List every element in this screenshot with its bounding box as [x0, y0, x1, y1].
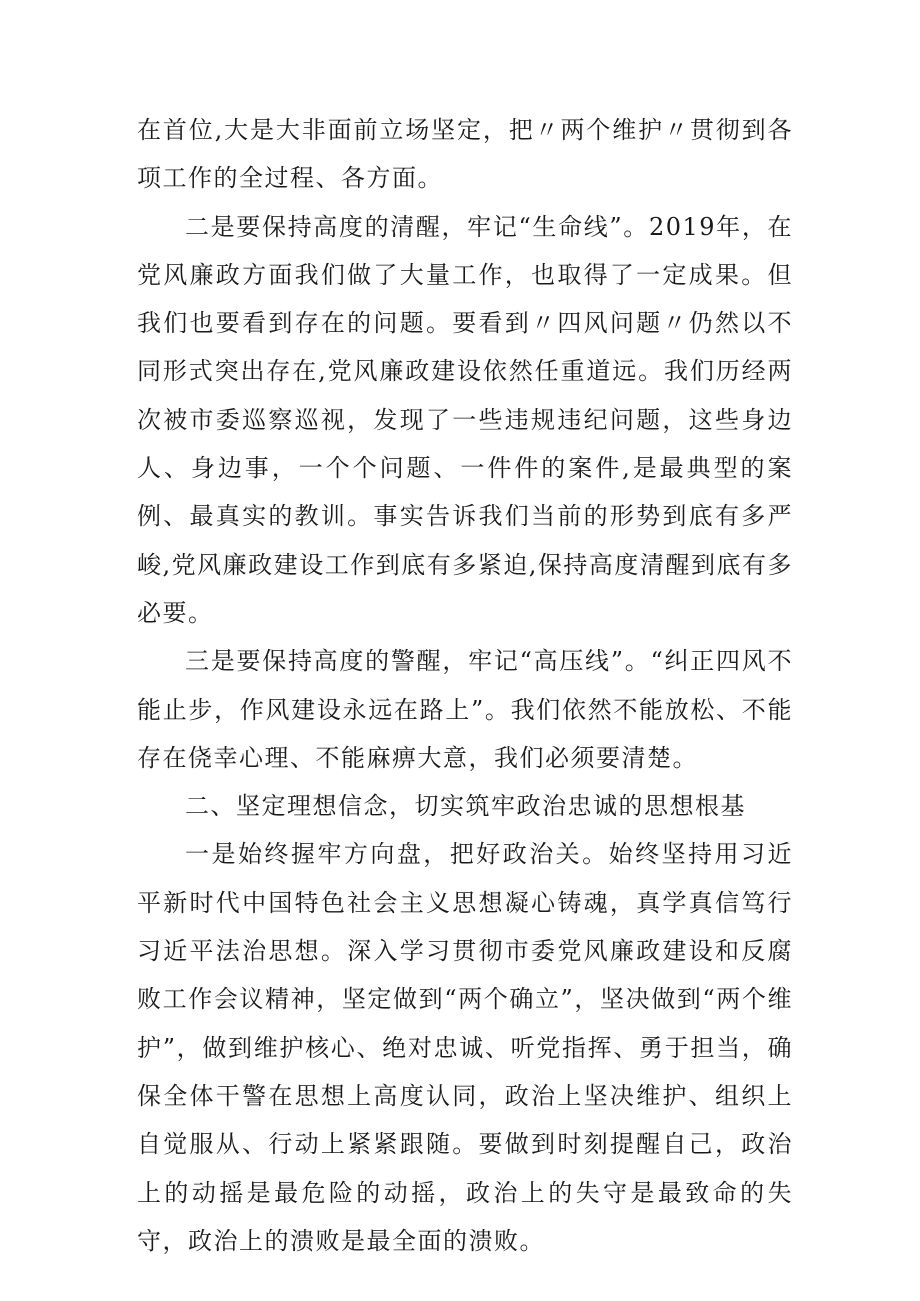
section-heading-two: 二、坚定理想信念，切实筑牢政治忠诚的思想根基 — [185, 792, 746, 821]
paragraph-continuation: 在首位,大是大非面前立场坚定，把〃两个维护〃贯彻到各项工作的全过程、各方面。 — [137, 116, 793, 193]
paragraph-point-two: 二是要保持高度的清醒，牢记“生命线”。2019年，在党风廉政方面我们做了大量工作，也取得了一定成果。但我们也要看到存在的问题。要看到〃四风问题〃仍然以不同形式突出存在,党风廉政建设依然任重道远。我们历经两次被市委巡察巡视，发现了一些违规违纪问题，这些身边人、身边事，一个个问题、一件件的案件,是最典型的案例、最真实的教训。事实告诉我们当前的形势到底有多严峻,党风廉政建设工作到底有多紧迫,保持高度清醒到底有多必要。 — [137, 212, 793, 627]
paragraph-point-three: 三是要保持高度的警醒，牢记“高压线”。“纠正四风不能止步，作风建设永远在路上”。我们依然不能放松、不能存在侥幸心理、不能麻痹大意，我们必须要清楚。 — [137, 647, 793, 772]
paragraph-section-two-point-one: 一是始终握牢方向盘，把好政治关。始终坚持用习近平新时代中国特色社会主义思想凝心铸魂，真学真信笃行习近平法治思想。深入学习贯彻市委党风廉政建设和反腐败工作会议精神，坚定做到“两个确立”，坚决做到“两个维护”，做到维护核心、绝对忠诚、听党指挥、勇于担当，确保全体干警在思想上高度认同，政治上坚决维护、组织上自觉服从、行动上紧紧跟随。要做到时刻提醒自己，政治上的动摇是最危险的动摇，政治上的失守是最致命的失守，政治上的溃败是最全面的溃败。 — [137, 840, 793, 1255]
document-body — [137, 106, 793, 1265]
